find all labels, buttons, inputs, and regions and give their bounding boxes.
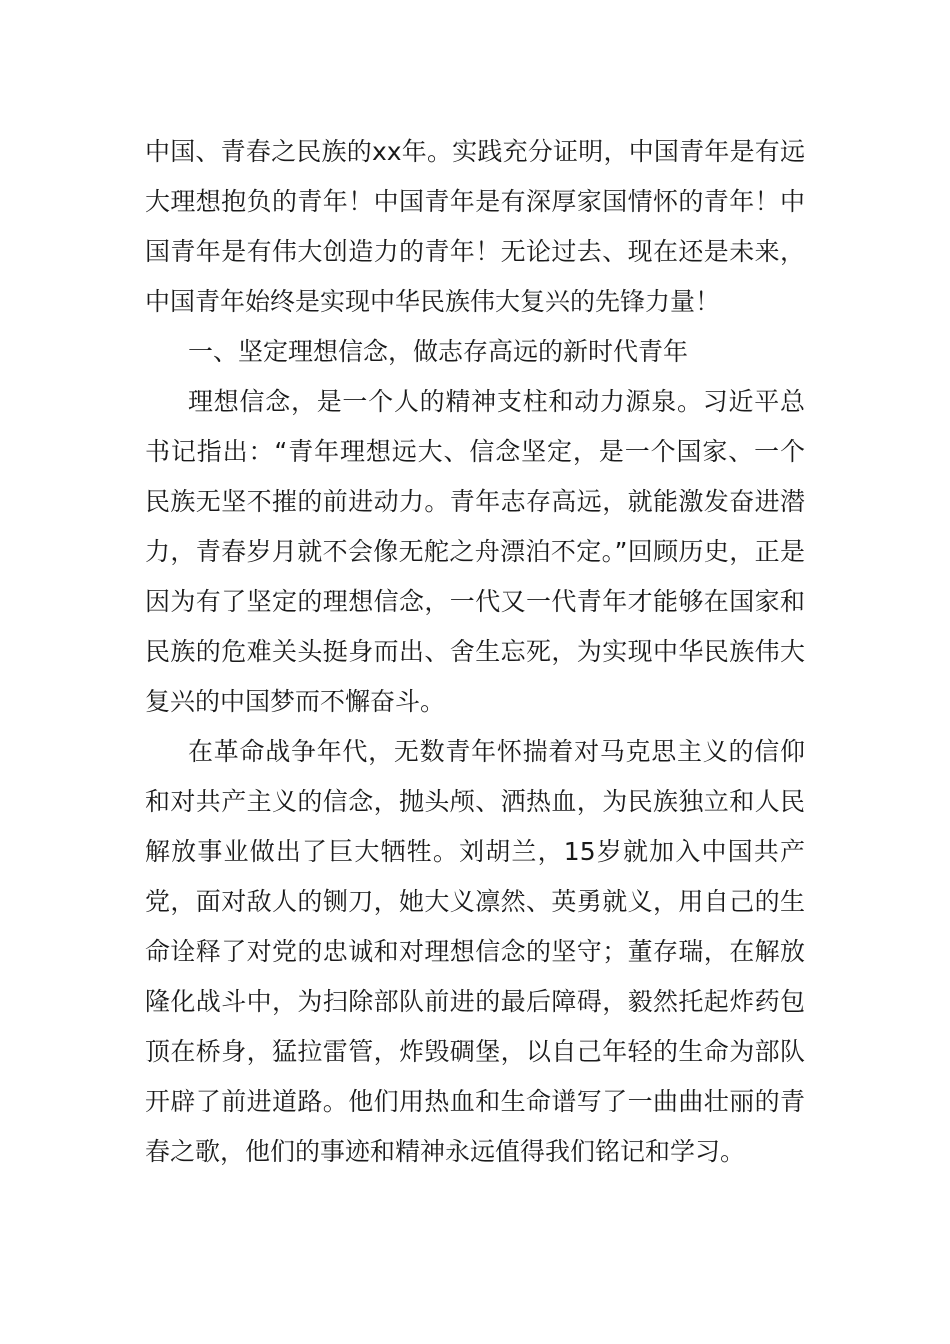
paragraph-continuation: 中国、青春之民族的xx年。实践充分证明，中国青年是有远大理想抱负的青年！中国青年是有深厚家国情怀的青年！中国青年是有伟大创造力的青年！无论过去、现在还是未来，中国青年始终是实现中华民族伟大复兴的先锋力量！ <box>145 137 805 316</box>
paragraph-revolution: 在革命战争年代，无数青年怀揣着对马克思主义的信仰和对共产主义的信念，抛头颅、洒热血，为民族独立和人民解放事业做出了巨大牺牲。刘胡兰，15岁就加入中国共产党，面对敌人的铡刀，她大义凛然、英勇就义，用自己的生命诠释了对党的忠诚和对理想信念的坚守；董存瑞，在解放隆化战斗中，为扫除部队前进的最后障碍，毅然托起炸药包顶在桥身，猛拉雷管，炸毁碉堡，以自己年轻的生命为部队开辟了前进道路。他们用热血和生命谱写了一曲曲壮丽的青春之歌，他们的事迹和精神永远值得我们铭记和学习。 <box>145 737 805 1166</box>
section-heading: 一、坚定理想信念，做志存高远的新时代青年 <box>188 337 689 366</box>
paragraph-ideals: 理想信念，是一个人的精神支柱和动力源泉。习近平总书记指出：“青年理想远大、信念坚定，是一个国家、一个民族无坚不摧的前进动力。青年志存高远，就能激发奋进潜力，青春岁月就不会像无舵之舟漂泊不定。”回顾历史，正是因为有了坚定的理想信念，一代又一代青年才能够在国家和民族的危难关头挺身而出、舍生忘死，为实现中华民族伟大复兴的中国梦而不懈奋斗。 <box>145 387 805 716</box>
document-body <box>145 127 805 1177</box>
